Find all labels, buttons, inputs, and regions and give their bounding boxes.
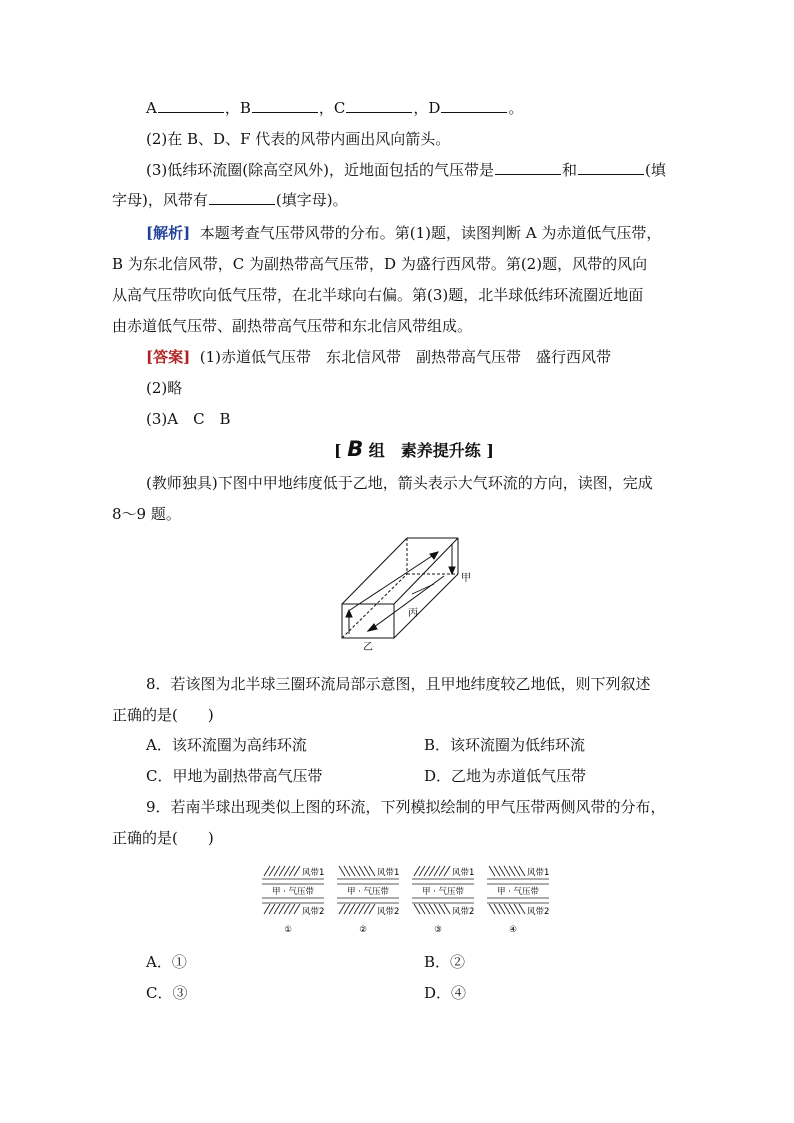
wind-arrow — [489, 866, 495, 876]
wind-arrow — [364, 866, 370, 876]
section-b-header — [334, 438, 494, 462]
wind-arrow — [434, 904, 440, 914]
wind-arrow — [509, 866, 515, 876]
intro-line1: (教师独具)下图中甲地纬度低于乙地，箭头表示大气环流的方向，读图，完成 — [146, 474, 653, 492]
text: (填字母)。 — [275, 191, 348, 209]
blank-a — [158, 98, 224, 113]
front-face — [342, 604, 394, 638]
q8-option-d[interactable]: D．乙地为赤道低气压带 — [424, 767, 587, 785]
section-letter: B — [347, 437, 364, 461]
band-label-bottom: 风带2 — [452, 907, 475, 917]
wind-arrow — [494, 866, 500, 876]
q9-option-d[interactable]: D．④ — [424, 984, 467, 1002]
wind-arrow — [424, 904, 430, 914]
arrowhead — [346, 610, 352, 617]
wind-arrow — [289, 904, 295, 914]
analysis-line4: 由赤道低气压带、副热带高气压带和东北信风带组成。 — [112, 317, 473, 335]
wind-arrow — [414, 866, 420, 876]
band-label-top: 风带1 — [302, 868, 325, 878]
q8-option-a[interactable]: A．该环流圈为高纬环流 — [146, 736, 307, 754]
wind-arrow — [284, 866, 290, 876]
text: 字母)，风带有 — [112, 191, 208, 209]
band-label-bottom: 风带2 — [527, 907, 550, 917]
band-label-bottom: 风带2 — [377, 907, 400, 917]
wind-arrow — [339, 904, 345, 914]
arrow-bing — [412, 584, 434, 594]
wind-arrow — [369, 904, 375, 914]
wind-arrow — [294, 866, 300, 876]
label-bing: 丙 — [408, 608, 418, 619]
wind-arrow — [424, 866, 430, 876]
wind-arrow — [439, 904, 445, 914]
arrowhead — [449, 567, 455, 574]
pressure-label: 甲 · 气压带 — [346, 887, 390, 897]
edge — [394, 538, 458, 604]
wind-arrow — [369, 866, 375, 876]
wind-arrow — [279, 866, 285, 876]
text: (3)低纬环流圈(除高空风外)，近地面包括的气压带是 — [146, 161, 494, 179]
text: ] — [486, 441, 494, 460]
band-label-bottom: 风带2 — [302, 907, 325, 917]
wind-arrow — [264, 904, 270, 914]
band-label-top: 风带1 — [527, 868, 550, 878]
blank-f — [578, 160, 644, 175]
answer-line3: (3)A C B — [146, 410, 231, 428]
wind-arrow — [349, 904, 355, 914]
wind-arrow — [274, 866, 280, 876]
panel-number: ② — [359, 925, 367, 935]
q9-line2: 正确的是( ) — [112, 829, 214, 847]
wind-arrow — [439, 866, 445, 876]
panel-number: ④ — [509, 925, 517, 935]
wind-panel-3 — [412, 866, 474, 935]
q-prev-line3 — [146, 160, 666, 180]
label-b: ，B — [224, 99, 251, 117]
analysis-line1 — [146, 223, 661, 243]
wind-arrow — [429, 904, 435, 914]
blank-e — [495, 160, 561, 175]
label-yi: 乙 — [363, 642, 373, 653]
label-a: A — [146, 99, 157, 117]
wind-arrow — [419, 866, 425, 876]
analysis-line2: B 为东北信风带，C 为副热带高气压带，D 为盛行西风带。第(2)题，风带的风向 — [112, 255, 648, 273]
wind-arrow — [509, 904, 515, 914]
wind-arrow — [269, 866, 275, 876]
wind-arrow — [274, 904, 280, 914]
text: 本题考查气压带风带的分布。第(1)题，读图判断 A 为赤道低气压带， — [199, 224, 662, 242]
panel-number: ③ — [434, 925, 442, 935]
q-prev-line2: (2)在 B、D、F 代表的风带内画出风向箭头。 — [146, 130, 451, 148]
q8-line1: 8．若该图为北半球三圈环流局部示意图，且甲地纬度较乙地低，则下列叙述 — [146, 675, 651, 693]
wind-arrow — [499, 904, 505, 914]
analysis-tag: [解析] — [146, 224, 191, 242]
blank-c — [346, 98, 412, 113]
wind-panel-4 — [487, 866, 549, 935]
circulation-box-diagram — [330, 532, 480, 657]
panel-number: ① — [284, 925, 292, 935]
q8-option-c[interactable]: C．甲地为副热带高气压带 — [146, 767, 323, 785]
pressure-label: 甲 · 气压带 — [271, 887, 315, 897]
wind-arrow — [269, 904, 275, 914]
intro-line2: 8～9 题。 — [112, 505, 181, 523]
arrowhead — [368, 624, 377, 631]
wind-arrow — [364, 904, 370, 914]
wind-arrow — [504, 866, 510, 876]
q9-option-b[interactable]: B．② — [424, 953, 466, 971]
wind-arrow — [279, 904, 285, 914]
band-label-top: 风带1 — [377, 868, 400, 878]
wind-arrow — [349, 866, 355, 876]
period: 。 — [508, 99, 524, 117]
text: [ — [334, 441, 342, 460]
q9-option-a[interactable]: A．① — [146, 953, 187, 971]
wind-arrow — [434, 866, 440, 876]
q8-line2: 正确的是( ) — [112, 706, 214, 724]
wind-arrow — [444, 904, 450, 914]
wind-arrow — [414, 904, 420, 914]
label-d: ，D — [413, 99, 441, 117]
label-jia: 甲 — [461, 573, 471, 584]
wind-arrow — [294, 904, 300, 914]
q9-option-c[interactable]: C．③ — [146, 984, 188, 1002]
wind-arrow — [519, 904, 525, 914]
pressure-label: 甲 · 气压带 — [496, 887, 540, 897]
answer-tag: [答案] — [146, 348, 191, 366]
wind-arrow — [339, 866, 345, 876]
wind-arrow — [354, 904, 360, 914]
wind-arrow — [514, 904, 520, 914]
q9-line1: 9．若南半球出现类似上图的环流，下列模拟绘制的甲气压带两侧风带的分布， — [146, 798, 666, 816]
blank-d — [441, 98, 507, 113]
blank-g — [209, 190, 275, 205]
analysis-line3: 从高气压带吹向低气压带，在北半球向右偏。第(3)题，北半球低纬环流圈近地面 — [112, 286, 644, 304]
text: (填 — [644, 161, 666, 179]
q-prev-line1 — [146, 98, 523, 118]
q8-option-b[interactable]: B．该环流圈为低纬环流 — [424, 736, 586, 754]
wind-arrow — [284, 904, 290, 914]
wind-arrow — [514, 866, 520, 876]
wind-panel-2 — [337, 866, 399, 935]
q-prev-line4 — [112, 190, 348, 210]
text: (1)赤道低气压带 东北信风带 副热带高气压带 盛行西风带 — [199, 348, 612, 366]
label-c: ，C — [318, 99, 346, 117]
wind-arrow — [344, 866, 350, 876]
pressure-label: 甲 · 气压带 — [421, 887, 465, 897]
wind-arrow — [264, 866, 270, 876]
wind-arrow — [344, 904, 350, 914]
answer-line1 — [146, 347, 611, 367]
upper-flow-arrow — [350, 552, 438, 610]
answer-line2: (2)略 — [146, 379, 183, 397]
wind-arrow — [504, 904, 510, 914]
wind-arrow — [359, 904, 365, 914]
text: 组 素养提升练 — [368, 441, 481, 460]
wind-arrow — [499, 866, 505, 876]
wind-band-panels — [258, 860, 558, 940]
wind-panel-1 — [262, 866, 324, 935]
text: 和 — [561, 161, 577, 179]
wind-arrow — [354, 866, 360, 876]
wind-arrow — [519, 866, 525, 876]
wind-arrow — [429, 866, 435, 876]
blank-b — [252, 98, 318, 113]
wind-arrow — [419, 904, 425, 914]
wind-arrow — [444, 866, 450, 876]
wind-arrow — [494, 904, 500, 914]
wind-arrow — [359, 866, 365, 876]
band-label-top: 风带1 — [452, 868, 475, 878]
arrowhead — [430, 552, 438, 559]
wind-arrow — [289, 866, 295, 876]
wind-arrow — [489, 904, 495, 914]
